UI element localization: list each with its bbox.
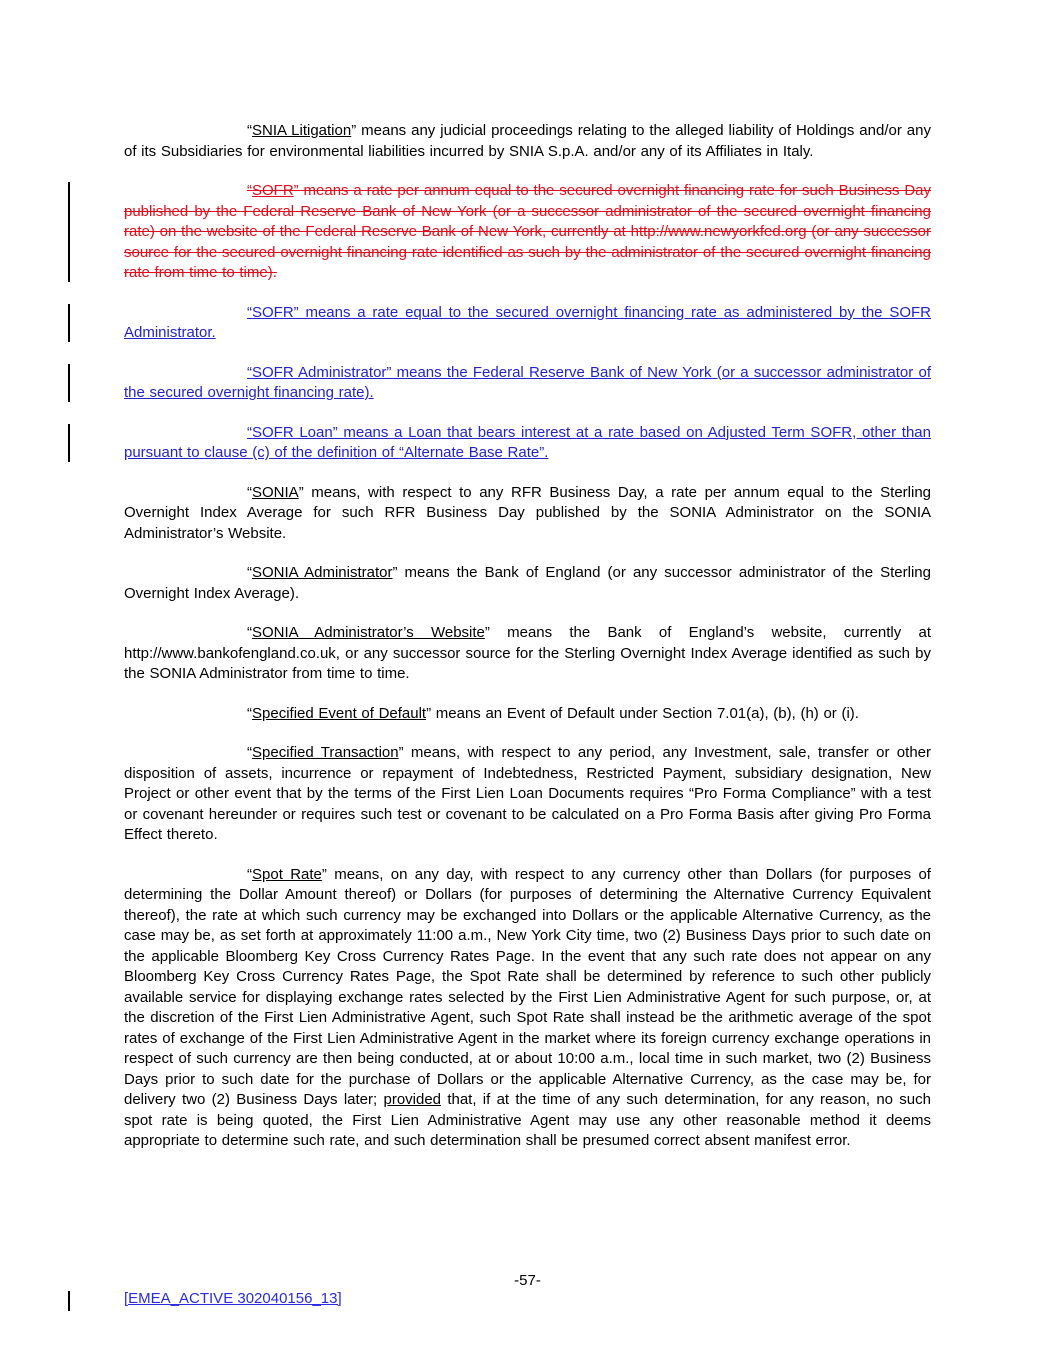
text-run: “ <box>247 865 252 883</box>
paragraph-sofr-administrator <box>124 363 931 404</box>
change-bar <box>68 424 70 462</box>
change-bar <box>68 1291 70 1311</box>
text-run: “ <box>247 744 252 761</box>
defined-term: SONIA Administrator’s Website <box>252 624 485 641</box>
paragraph-sonia <box>124 483 931 545</box>
text-run: ” means the Bank of England’s website, currently at http://www.bankofengland.co.uk, or any successor source for the Sterling Overnight Index Average identified as such by the SONIA Administrator from time to time. <box>124 624 932 682</box>
text-run: ” means any judicial proceedings relating to the alleged liability of Holdings and/or any of its Subsidiaries for environmental liabilities incurred by SNIA S.p.A. and/or any of its Affiliates in Italy. <box>124 122 931 160</box>
text-run: “ <box>247 704 252 722</box>
text-run: ” means, on any day, with respect to any currency other than Dollars (for purposes of determining the Dollar Amount thereof) or Dollars (for purposes of determining the Alternative Currency Equivalent thereof), the rate at which such currency may be exchanged into Dollars or the applicable Alternative Currency, as the case may be, as set forth at approximately 11:00 a.m., New York City time, two (2) Business Days prior to such date on the applicable Bloomberg Key Cross Currency Rates Page. In the event that any such rate does not appear on any Bloomberg Key Cross Currency Rates Page, the Spot Rate shall be determined by reference to such other publicly available service for displaying exchange rates selected by the First Lien Administrative Agent for such purpose, or, at the discretion of the First Lien Administrative Agent, such Spot Rate shall instead be the arithmetic average of the spot rates of exchange of the First Lien Administrative Agent in the market where its foreign currency exchange operations in respect of such currency are then being conducted, at or about 10:00 a.m., local time in such market, two (2) Business Days prior to such date for the purchase of Dollars or the applicable Alternative Currency, as the case may be, for delivery two (2) Business Days later; <box>124 865 931 1108</box>
paragraph-spot-rate <box>124 865 931 1152</box>
defined-term: SNIA Litigation <box>252 122 352 139</box>
text-run: “ <box>247 122 252 139</box>
defined-term: Specified Transaction <box>252 744 399 761</box>
document-body <box>124 121 931 1171</box>
paragraph-sofr-inserted <box>124 303 931 344</box>
text-run: “ <box>247 182 252 199</box>
paragraph-sofr-deleted <box>124 181 931 284</box>
text-run: “ <box>247 624 252 641</box>
text-run: ” means an Event of Default under Section 7.01(a), (b), (h) or (i). <box>426 704 859 722</box>
change-bar <box>68 304 70 342</box>
defined-term: SONIA Administrator <box>252 564 393 581</box>
paragraph-specified-transaction <box>124 743 931 846</box>
defined-term: Spot Rate <box>252 865 322 883</box>
paragraph-specified-event-of-default <box>124 704 931 725</box>
paragraph-sonia-administrators-website <box>124 623 931 685</box>
text-run: “SOFR Loan” means a Loan that bears interest at a rate based on Adjusted Term SOFR, other than pursuant to clause (c) of the definition of “Alternate Base Rate”. <box>124 423 931 461</box>
text-run: that, if at the time of any such determination, for any reason, no such spot rate is being quoted, the First Lien Administrative Agent may use any other reasonable method it deems appropriate to determine such rate, and such determination shall be presumed correct absent manifest error. <box>124 1091 931 1149</box>
text-run: ” means the Bank of England (or any successor administrator of the Sterling Overnight Index Average). <box>124 564 931 602</box>
paragraph-sonia-administrator <box>124 563 931 604</box>
defined-term: SONIA <box>252 483 299 501</box>
change-bar <box>68 182 70 282</box>
paragraph-snia-litigation <box>124 121 931 162</box>
paragraph-sofr-loan <box>124 423 931 464</box>
defined-term: Specified Event of Default <box>252 704 427 722</box>
text-run: ” means a rate per annum equal to the secured overnight financing rate for such Business Day published by the Federal Reserve Bank of New York (or a successor administrator of the secured overnight financing rate) on the website of the Federal Reserve Bank of New York, currently at http://www.newyorkfed.org (or any successor source for the secured overnight financing rate identified as such by the administrator of the secured overnight financing rate from time to time). <box>124 182 931 281</box>
defined-term: SOFR <box>252 182 294 199</box>
text-run: “ <box>247 483 252 501</box>
text-run: “ <box>247 564 252 581</box>
text-run: ” means, with respect to any period, any Investment, sale, transfer or other disposition of assets, incurrence or repayment of Indebtedness, Restricted Payment, subsidiary designation, New Project or other event that by the terms of the First Lien Loan Documents requires “Pro Forma Compliance” with a test or covenant hereunder or requires such test or covenant to be calculated on a Pro Forma Basis after giving Pro Forma Effect thereto. <box>124 744 931 843</box>
defined-term: provided <box>383 1091 442 1108</box>
footer-doc-id: [EMEA_ACTIVE 302040156_13] <box>124 1290 342 1307</box>
page-number: -57- <box>514 1272 541 1289</box>
change-bar <box>68 364 70 402</box>
text-run: “SOFR” means a rate equal to the secured overnight financing rate as administered by the SOFR Administrator. <box>124 303 931 341</box>
text-run: “SOFR Administrator” means the Federal Reserve Bank of New York (or a successor administrator of the secured overnight financing rate). <box>124 363 931 401</box>
text-run: ” means, with respect to any RFR Business Day, a rate per annum equal to the Sterling Overnight Index Average for such RFR Business Day published by the SONIA Administrator on the SONIA Administrator’s Website. <box>124 483 931 542</box>
